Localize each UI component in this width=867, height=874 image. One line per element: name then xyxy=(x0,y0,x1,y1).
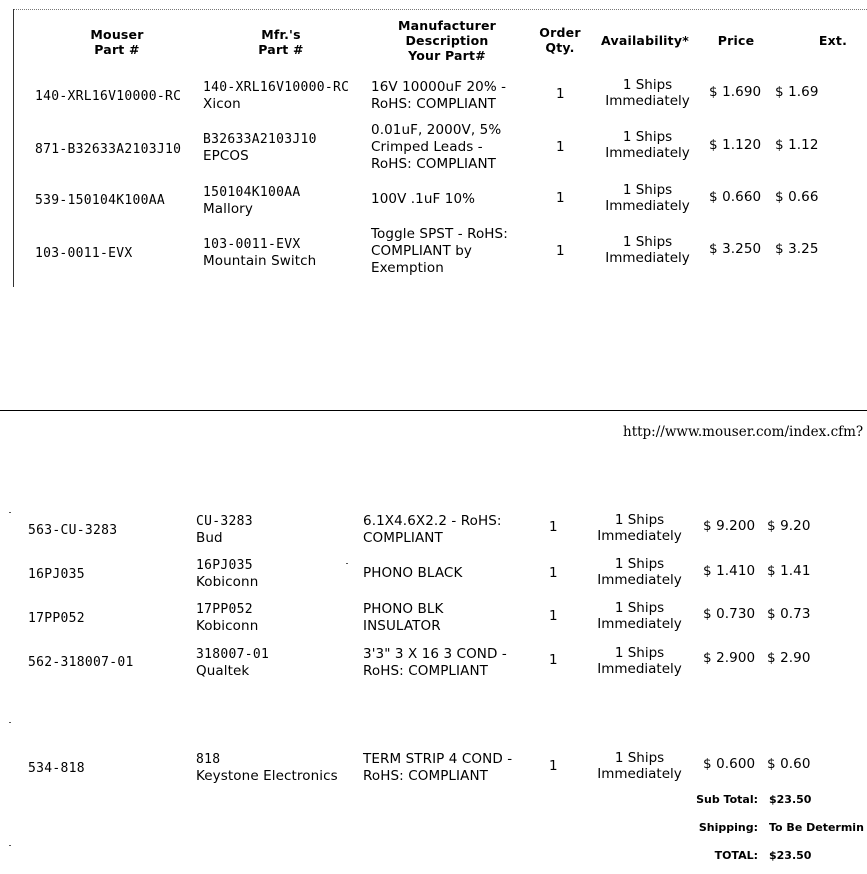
mfr-part-number: 318007-01 xyxy=(196,647,270,662)
availability-ships: 1 Ships xyxy=(622,234,673,250)
subtotal-label: Sub Total: xyxy=(696,793,758,806)
availability-status: Immediately xyxy=(597,528,682,544)
extended-price: $ 2.90 xyxy=(767,650,811,666)
mfr-part-number: 103-0011-EVX xyxy=(203,237,301,252)
extended-price: $ 0.60 xyxy=(767,756,811,772)
availability-ships: 1 Ships xyxy=(614,750,665,766)
extended-price: $ 1.69 xyxy=(775,84,819,100)
availability-ships: 1 Ships xyxy=(614,645,665,661)
unit-price: $ 1.690 xyxy=(709,84,762,100)
header-mfr-part: Mfr.'s Part # xyxy=(258,27,304,57)
mouser-part-number: 539-150104K100AA xyxy=(35,193,166,208)
order-qty: 1 xyxy=(549,519,558,535)
availability-status: Immediately xyxy=(597,616,682,632)
extended-price: $ 1.12 xyxy=(775,137,819,153)
unit-price: $ 1.120 xyxy=(709,137,762,153)
mfr-part-number: 17PP052 xyxy=(196,602,253,617)
description: PHONO BLACK xyxy=(363,565,463,581)
extended-price: $ 0.66 xyxy=(775,189,819,205)
mouser-part-number: 871-B32633A2103J10 xyxy=(35,142,182,157)
availability xyxy=(595,234,700,266)
mouser-part-number: 562-318007-01 xyxy=(28,655,134,670)
availability-ships: 1 Ships xyxy=(622,129,673,145)
mfr-part-number: 140-XRL16V10000-RC xyxy=(203,80,350,95)
manufacturer-name: Bud xyxy=(196,530,223,546)
availability-status: Immediately xyxy=(597,661,682,677)
availability-status: Immediately xyxy=(605,145,690,161)
total-label: TOTAL: xyxy=(714,849,758,862)
unit-price: $ 0.730 xyxy=(703,606,756,622)
mouser-part-number: 16PJ035 xyxy=(28,567,85,582)
mfr-part-number: CU-3283 xyxy=(196,514,253,529)
availability-ships: 1 Ships xyxy=(622,77,673,93)
unit-price: $ 2.900 xyxy=(703,650,756,666)
availability-ships: 1 Ships xyxy=(622,182,673,198)
scan-dot xyxy=(9,512,11,513)
description: Toggle SPST - RoHS: COMPLIANT by Exemption xyxy=(371,226,508,276)
extended-price: $ 9.20 xyxy=(767,518,811,534)
order-qty: 1 xyxy=(556,86,565,102)
mfr-part-number: 16PJ035 xyxy=(196,558,253,573)
manufacturer-name: Mountain Switch xyxy=(203,253,317,269)
order-qty: 1 xyxy=(549,758,558,774)
description: 6.1X4.6X2.2 - RoHS: COMPLIANT xyxy=(363,513,502,546)
availability xyxy=(587,600,692,632)
mfr-part-number: 150104K100AA xyxy=(203,185,301,200)
header-ext: Ext. xyxy=(818,33,848,48)
extended-price: $ 1.41 xyxy=(767,563,811,579)
manufacturer-name: Kobiconn xyxy=(196,574,259,590)
unit-price: $ 0.600 xyxy=(703,756,756,772)
mfr-part-number: B32633A2103J10 xyxy=(203,132,317,147)
extended-price: $ 0.73 xyxy=(767,606,811,622)
manufacturer-name: Keystone Electronics xyxy=(196,768,338,784)
manufacturer-name: Xicon xyxy=(203,96,241,112)
shipping-label: Shipping: xyxy=(698,821,758,834)
description: 3'3" 3 X 16 3 COND - RoHS: COMPLIANT xyxy=(363,646,507,679)
extended-price: $ 3.25 xyxy=(775,241,819,257)
availability xyxy=(595,129,700,161)
unit-price: $ 1.410 xyxy=(703,563,756,579)
availability xyxy=(587,512,692,544)
mouser-part-number: 140-XRL16V10000-RC xyxy=(35,89,182,104)
availability xyxy=(587,750,692,782)
availability-status: Immediately xyxy=(605,198,690,214)
order-qty: 1 xyxy=(556,190,565,206)
manufacturer-name: Qualtek xyxy=(196,663,250,679)
manufacturer-name: EPCOS xyxy=(203,148,249,164)
top-edge xyxy=(14,9,867,10)
order-qty: 1 xyxy=(556,243,565,259)
order-qty: 1 xyxy=(549,652,558,668)
description: TERM STRIP 4 COND - RoHS: COMPLIANT xyxy=(363,751,513,784)
description: 16V 10000uF 20% - RoHS: COMPLIANT xyxy=(371,79,507,112)
unit-price: $ 9.200 xyxy=(703,518,756,534)
header-description: Manufacturer Description Your Part# xyxy=(397,18,497,63)
page-break-line xyxy=(0,410,867,411)
header-availability: Availability* xyxy=(601,33,689,48)
mfr-part-number: 818 xyxy=(196,752,221,767)
mouser-part-number: 534-818 xyxy=(28,761,85,776)
availability-status: Immediately xyxy=(597,572,682,588)
mouser-part-number: 563-CU-3283 xyxy=(28,523,118,538)
availability xyxy=(595,77,700,109)
description: 0.01uF, 2000V, 5% Crimped Leads - RoHS: COMPLIANT xyxy=(371,122,502,172)
left-edge xyxy=(13,9,14,287)
order-qty: 1 xyxy=(556,139,565,155)
total-value: $23.50 xyxy=(769,849,812,862)
header-mouser-part: Mouser Part # xyxy=(90,27,144,57)
scan-dot xyxy=(346,563,348,564)
shipping-value: To Be Determin xyxy=(769,821,864,834)
unit-price: $ 3.250 xyxy=(709,241,762,257)
mouser-part-number: 17PP052 xyxy=(28,611,85,626)
order-qty: 1 xyxy=(549,608,558,624)
availability-status: Immediately xyxy=(605,250,690,266)
header-price: Price xyxy=(717,33,755,48)
page-url-link[interactable]: http://www.mouser.com/index.cfm? xyxy=(623,424,864,440)
header-qty: Order Qty. xyxy=(539,25,581,55)
mouser-part-number: 103-0011-EVX xyxy=(35,246,133,261)
scan-dot xyxy=(9,845,11,846)
manufacturer-name: Mallory xyxy=(203,201,253,217)
manufacturer-name: Kobiconn xyxy=(196,618,259,634)
availability-ships: 1 Ships xyxy=(614,512,665,528)
subtotal-value: $23.50 xyxy=(769,793,812,806)
description: 100V .1uF 10% xyxy=(371,191,476,207)
unit-price: $ 0.660 xyxy=(709,189,762,205)
availability-status: Immediately xyxy=(597,766,682,782)
availability-ships: 1 Ships xyxy=(614,600,665,616)
availability xyxy=(595,182,700,214)
availability xyxy=(587,556,692,588)
availability-status: Immediately xyxy=(605,93,690,109)
availability xyxy=(587,645,692,677)
availability-ships: 1 Ships xyxy=(614,556,665,572)
scan-dot xyxy=(9,722,11,723)
order-qty: 1 xyxy=(549,565,558,581)
description: PHONO BLK INSULATOR xyxy=(363,601,444,634)
